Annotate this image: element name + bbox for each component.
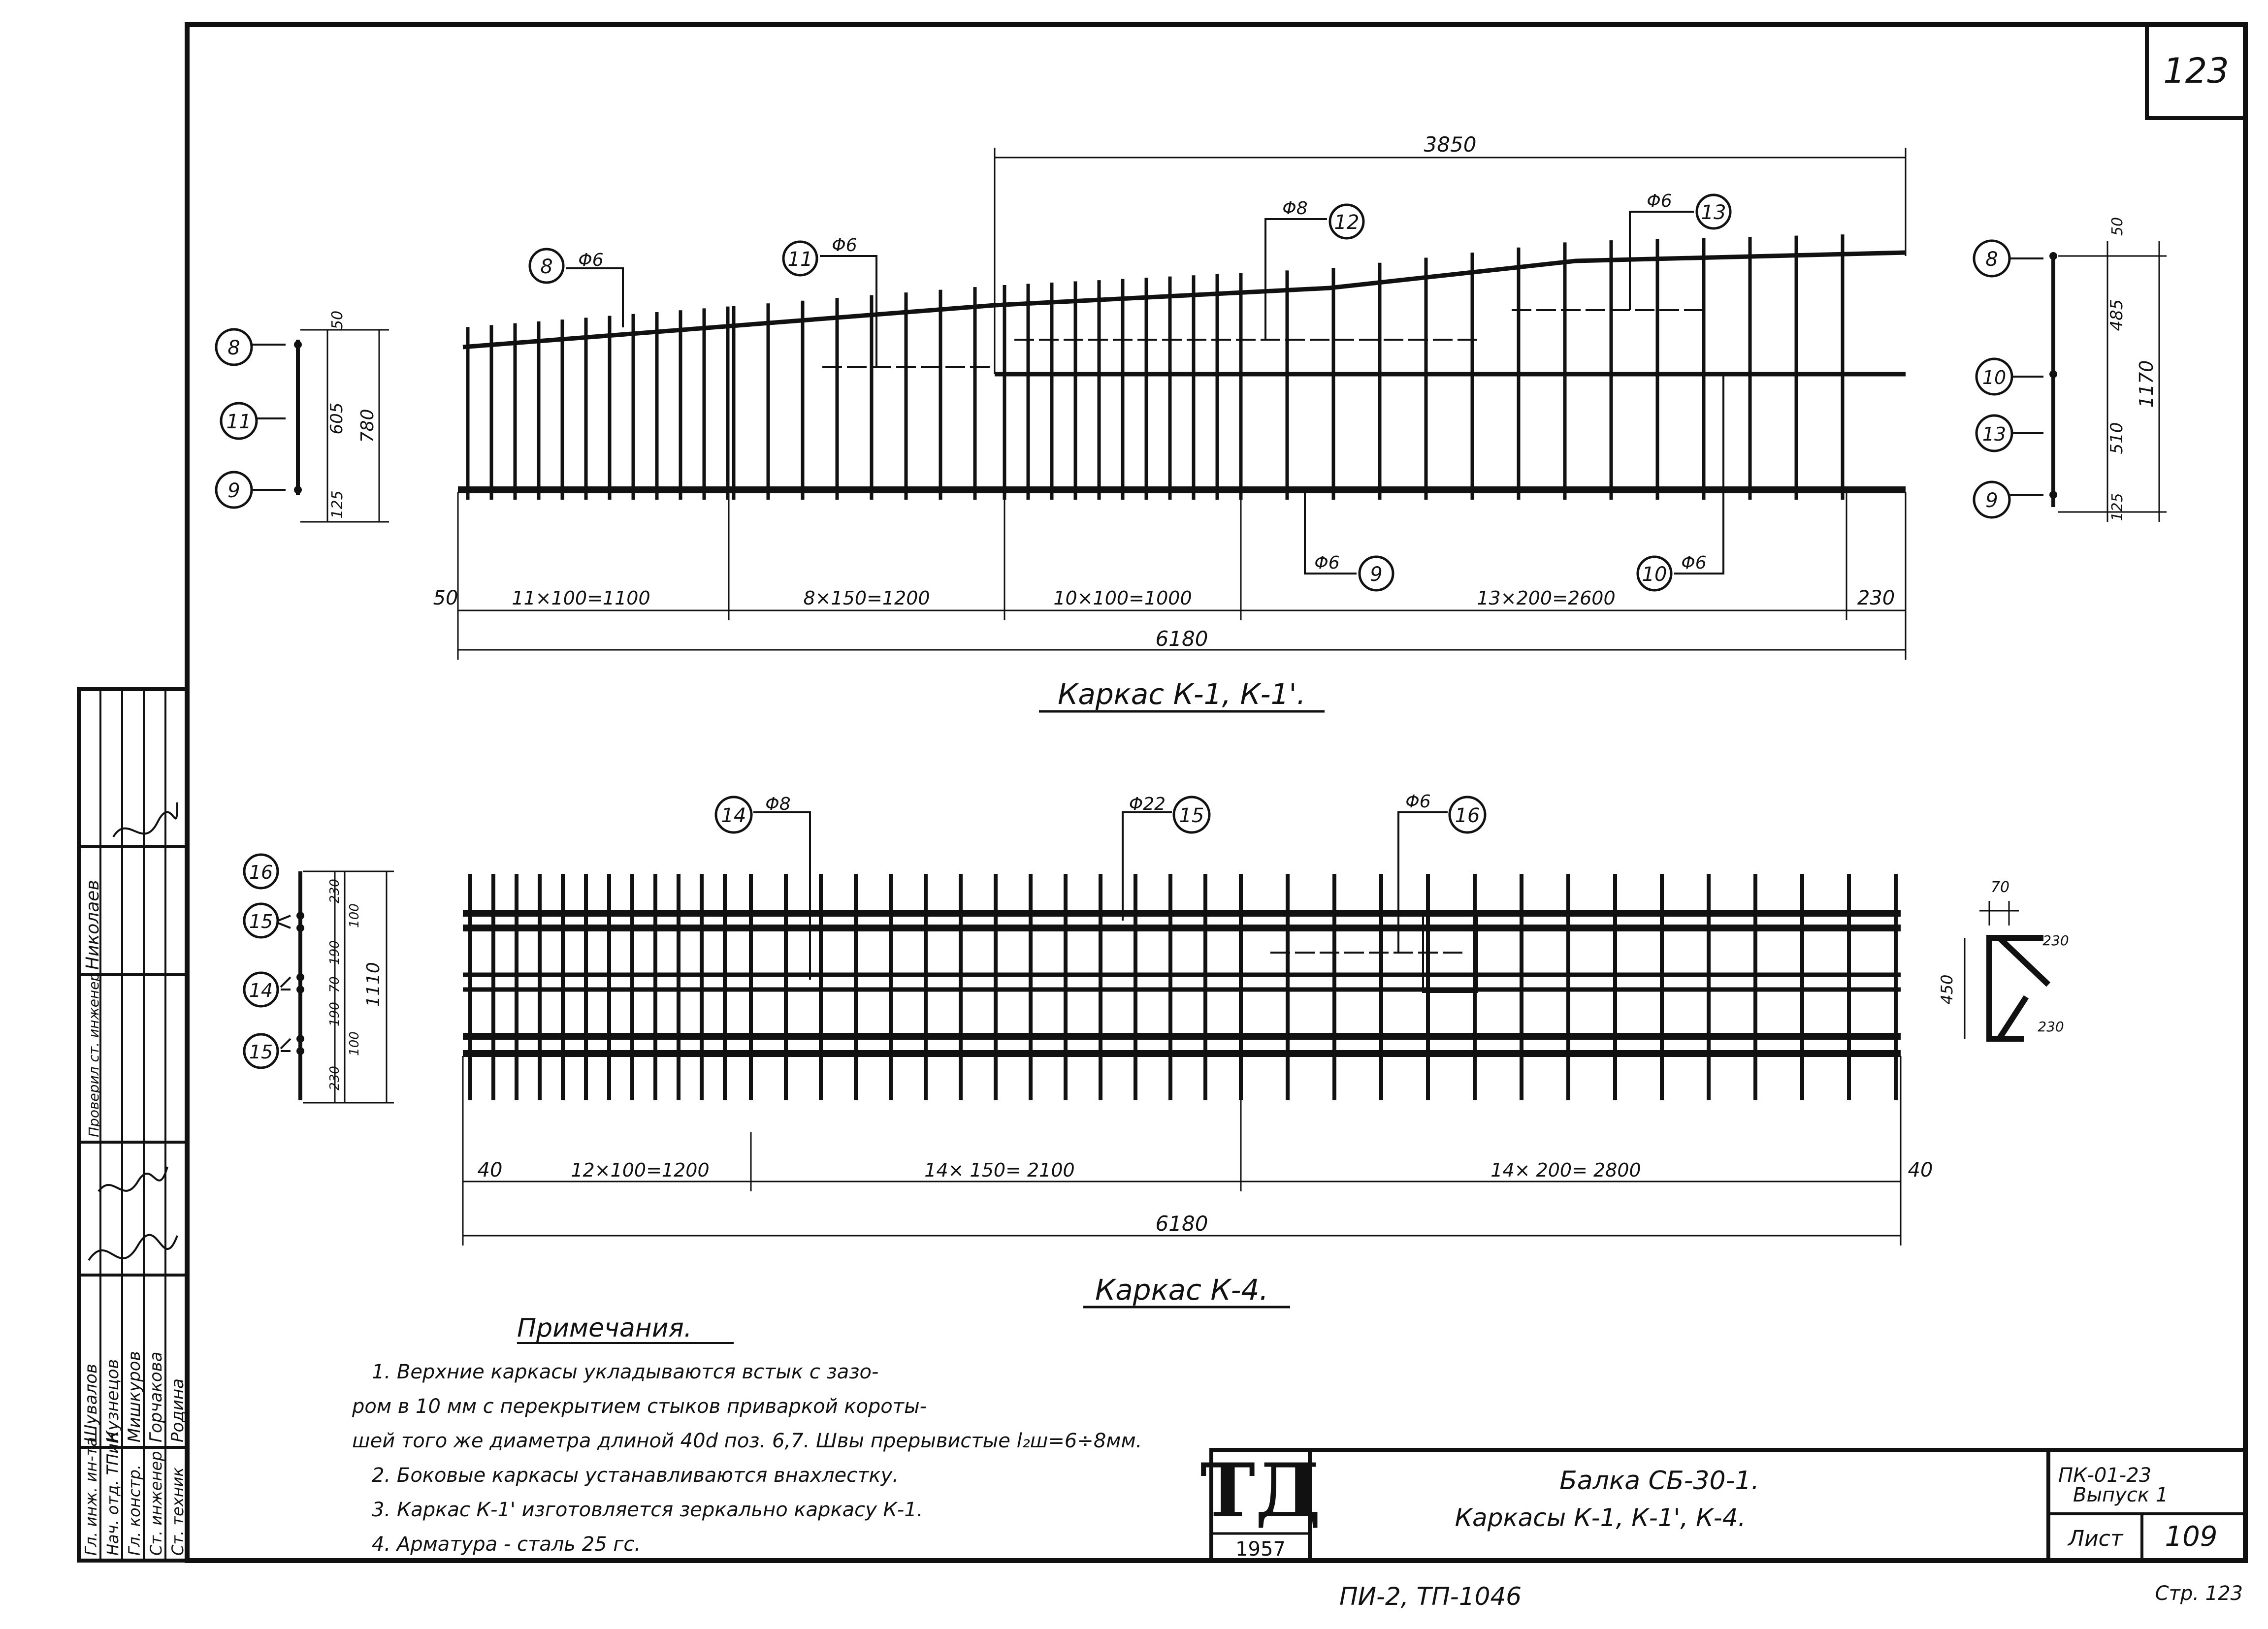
svg-text:11: 11 bbox=[226, 411, 252, 433]
svg-text:Φ6: Φ6 bbox=[1647, 191, 1672, 211]
note-line: 2. Боковые каркасы устанавливаются внахлестку. bbox=[372, 1464, 899, 1487]
callout-12 bbox=[1265, 198, 1363, 340]
signature bbox=[89, 1167, 177, 1260]
svg-text:510: 510 bbox=[2107, 422, 2127, 454]
callout-11 bbox=[783, 235, 876, 367]
dim-6180-top: 6180 bbox=[1155, 627, 1208, 651]
footer-right: Стр. 123 bbox=[2155, 1582, 2243, 1605]
drawing-title-k1: Каркас К-1, К-1'. bbox=[1058, 677, 1306, 711]
sheet-number: 109 bbox=[2165, 1521, 2218, 1553]
stamp-role: Ст. техник bbox=[168, 1467, 187, 1556]
stamp-role: Гл. констр. bbox=[125, 1464, 144, 1556]
svg-text:485: 485 bbox=[2107, 299, 2127, 331]
svg-text:11: 11 bbox=[787, 248, 813, 271]
drawing-name: Балка СБ-30-1. bbox=[1559, 1466, 1759, 1496]
series-code: ПК-01-23 bbox=[2058, 1464, 2152, 1487]
svg-text:14: 14 bbox=[721, 804, 746, 827]
stamp-role: Нач. отд. ТПиН bbox=[103, 1431, 122, 1556]
svg-text:125: 125 bbox=[329, 490, 346, 519]
callout-9 bbox=[1305, 490, 1393, 590]
svg-text:70: 70 bbox=[327, 976, 342, 993]
svg-text:100: 100 bbox=[347, 903, 362, 928]
dim-k4-segment-2: 14× 150= 2100 bbox=[924, 1159, 1075, 1181]
hook-detail bbox=[1938, 879, 2069, 1039]
frame-k4-drawing bbox=[244, 792, 2069, 1307]
frame-k1-drawing bbox=[216, 132, 2167, 711]
svg-text:9: 9 bbox=[1370, 563, 1383, 586]
svg-text:13: 13 bbox=[1982, 423, 2007, 445]
note-line: ром в 10 мм с перекрытием стыков приваркой короты- bbox=[352, 1395, 927, 1418]
k4-left-section bbox=[244, 855, 394, 1103]
svg-text:Φ6: Φ6 bbox=[1314, 553, 1340, 573]
stamp-role: Ст. инженер bbox=[147, 1451, 165, 1556]
svg-text:14: 14 bbox=[249, 980, 273, 1001]
svg-text:230: 230 bbox=[327, 1066, 342, 1090]
svg-text:9: 9 bbox=[1985, 489, 1998, 512]
dim-left-margin: 50 bbox=[433, 587, 458, 609]
svg-text:780: 780 bbox=[357, 409, 378, 443]
callout-10 bbox=[1638, 374, 1723, 590]
svg-text:15: 15 bbox=[249, 911, 273, 932]
svg-text:Φ6: Φ6 bbox=[578, 250, 604, 270]
stamp-name: Родина bbox=[168, 1378, 188, 1442]
svg-text:Φ6: Φ6 bbox=[1405, 792, 1431, 812]
dim-6180-bottom: 6180 bbox=[1155, 1212, 1208, 1236]
notes-block bbox=[352, 1313, 1142, 1556]
svg-text:50: 50 bbox=[2109, 217, 2126, 236]
sheet-label: Лист bbox=[2068, 1526, 2123, 1551]
svg-text:16: 16 bbox=[1455, 804, 1480, 827]
callout-8 bbox=[530, 249, 623, 327]
dim-right-margin: 230 bbox=[1857, 587, 1895, 609]
sheet-frame bbox=[187, 25, 2245, 1561]
drawing-subtitle: Каркасы К-1, К-1', К-4. bbox=[1455, 1503, 1746, 1532]
svg-text:12: 12 bbox=[1334, 211, 1360, 234]
svg-text:8: 8 bbox=[227, 337, 240, 359]
svg-text:190: 190 bbox=[327, 1002, 342, 1026]
svg-text:70: 70 bbox=[1990, 879, 2010, 896]
dim-k4-left-margin: 40 bbox=[477, 1159, 503, 1182]
dim-segment-3: 10×100=1000 bbox=[1053, 587, 1192, 609]
checked-role: Проверил ст. инженер bbox=[86, 972, 102, 1137]
page-number: 123 bbox=[2163, 51, 2229, 91]
svg-text:16: 16 bbox=[249, 862, 273, 883]
note-line: 3. Каркас К-1' изготовляется зеркально каркасу К-1. bbox=[372, 1499, 923, 1521]
svg-text:13: 13 bbox=[1701, 201, 1726, 224]
svg-text:230: 230 bbox=[2038, 1019, 2064, 1035]
stirrup-group bbox=[470, 874, 1896, 1100]
callout-14 bbox=[716, 794, 810, 980]
svg-text:15: 15 bbox=[249, 1041, 273, 1063]
footer-left: ПИ-2, ТП-1046 bbox=[1339, 1582, 1522, 1611]
stamp-name: Горчакова bbox=[146, 1351, 166, 1442]
svg-text:Φ8: Φ8 bbox=[1282, 198, 1308, 219]
dim-segment-4: 13×200=2600 bbox=[1477, 587, 1616, 609]
svg-text:125: 125 bbox=[2109, 493, 2126, 521]
dim-segment-1: 11×100=1100 bbox=[512, 587, 650, 609]
dim-k4-segment-1: 12×100=1200 bbox=[571, 1159, 710, 1181]
note-line: 4. Арматура - сталь 25 гс. bbox=[372, 1533, 641, 1556]
svg-text:10: 10 bbox=[1642, 563, 1667, 586]
stamp-name: Мишкуров bbox=[125, 1351, 144, 1442]
top-left-section bbox=[216, 311, 389, 522]
stamp-name: Шувалов bbox=[81, 1364, 101, 1442]
title-block bbox=[1200, 1447, 2246, 1561]
svg-text:Φ22: Φ22 bbox=[1129, 794, 1166, 814]
svg-text:230: 230 bbox=[327, 879, 342, 903]
svg-text:Φ8: Φ8 bbox=[765, 794, 791, 814]
note-line: шей того же диаметра длиной 40d поз. 6,7. Швы прерывистые l₂ш=6÷8мм. bbox=[352, 1430, 1142, 1452]
dim-k4-segment-3: 14× 200= 2800 bbox=[1490, 1159, 1641, 1181]
svg-text:450: 450 bbox=[1938, 974, 1956, 1005]
svg-text:50: 50 bbox=[329, 310, 346, 330]
notes-heading: Примечания. bbox=[517, 1313, 692, 1343]
svg-text:230: 230 bbox=[2042, 932, 2069, 949]
dim-k4-right-margin: 40 bbox=[1908, 1159, 1933, 1182]
stamp-role: Гл. инж. ин-та bbox=[82, 1437, 100, 1556]
dim-segment-2: 8×150=1200 bbox=[803, 587, 930, 609]
callout-13 bbox=[1630, 191, 1730, 310]
svg-text:10: 10 bbox=[1982, 367, 2007, 388]
issue-number: Выпуск 1 bbox=[2073, 1484, 2169, 1506]
svg-text:Φ6: Φ6 bbox=[832, 235, 857, 256]
svg-text:8: 8 bbox=[1985, 248, 1998, 271]
svg-text:15: 15 bbox=[1179, 804, 1204, 827]
svg-text:190: 190 bbox=[327, 940, 342, 965]
dim-3850: 3850 bbox=[1424, 132, 1477, 157]
stamp-name: Кузнецов bbox=[103, 1359, 123, 1442]
checked-name: Николаев bbox=[83, 880, 103, 970]
svg-text:1110: 1110 bbox=[363, 962, 384, 1007]
svg-text:8: 8 bbox=[540, 256, 553, 278]
page-number-box bbox=[2147, 25, 2245, 118]
svg-text:Φ6: Φ6 bbox=[1681, 553, 1707, 573]
drawing-title-k4: Каркас К-4. bbox=[1095, 1273, 1268, 1307]
td-logo: ТД bbox=[1200, 1447, 1321, 1534]
year: 1957 bbox=[1235, 1538, 1286, 1561]
note-line: 1. Верхние каркасы укладываются встык с зазо- bbox=[372, 1361, 879, 1383]
stirrup-group bbox=[468, 234, 1843, 500]
svg-text:1170: 1170 bbox=[2136, 360, 2157, 408]
side-stamp bbox=[79, 689, 188, 1561]
svg-text:605: 605 bbox=[327, 402, 347, 435]
svg-text:100: 100 bbox=[347, 1031, 362, 1056]
top-right-section bbox=[1974, 217, 2167, 522]
svg-text:9: 9 bbox=[227, 479, 240, 502]
